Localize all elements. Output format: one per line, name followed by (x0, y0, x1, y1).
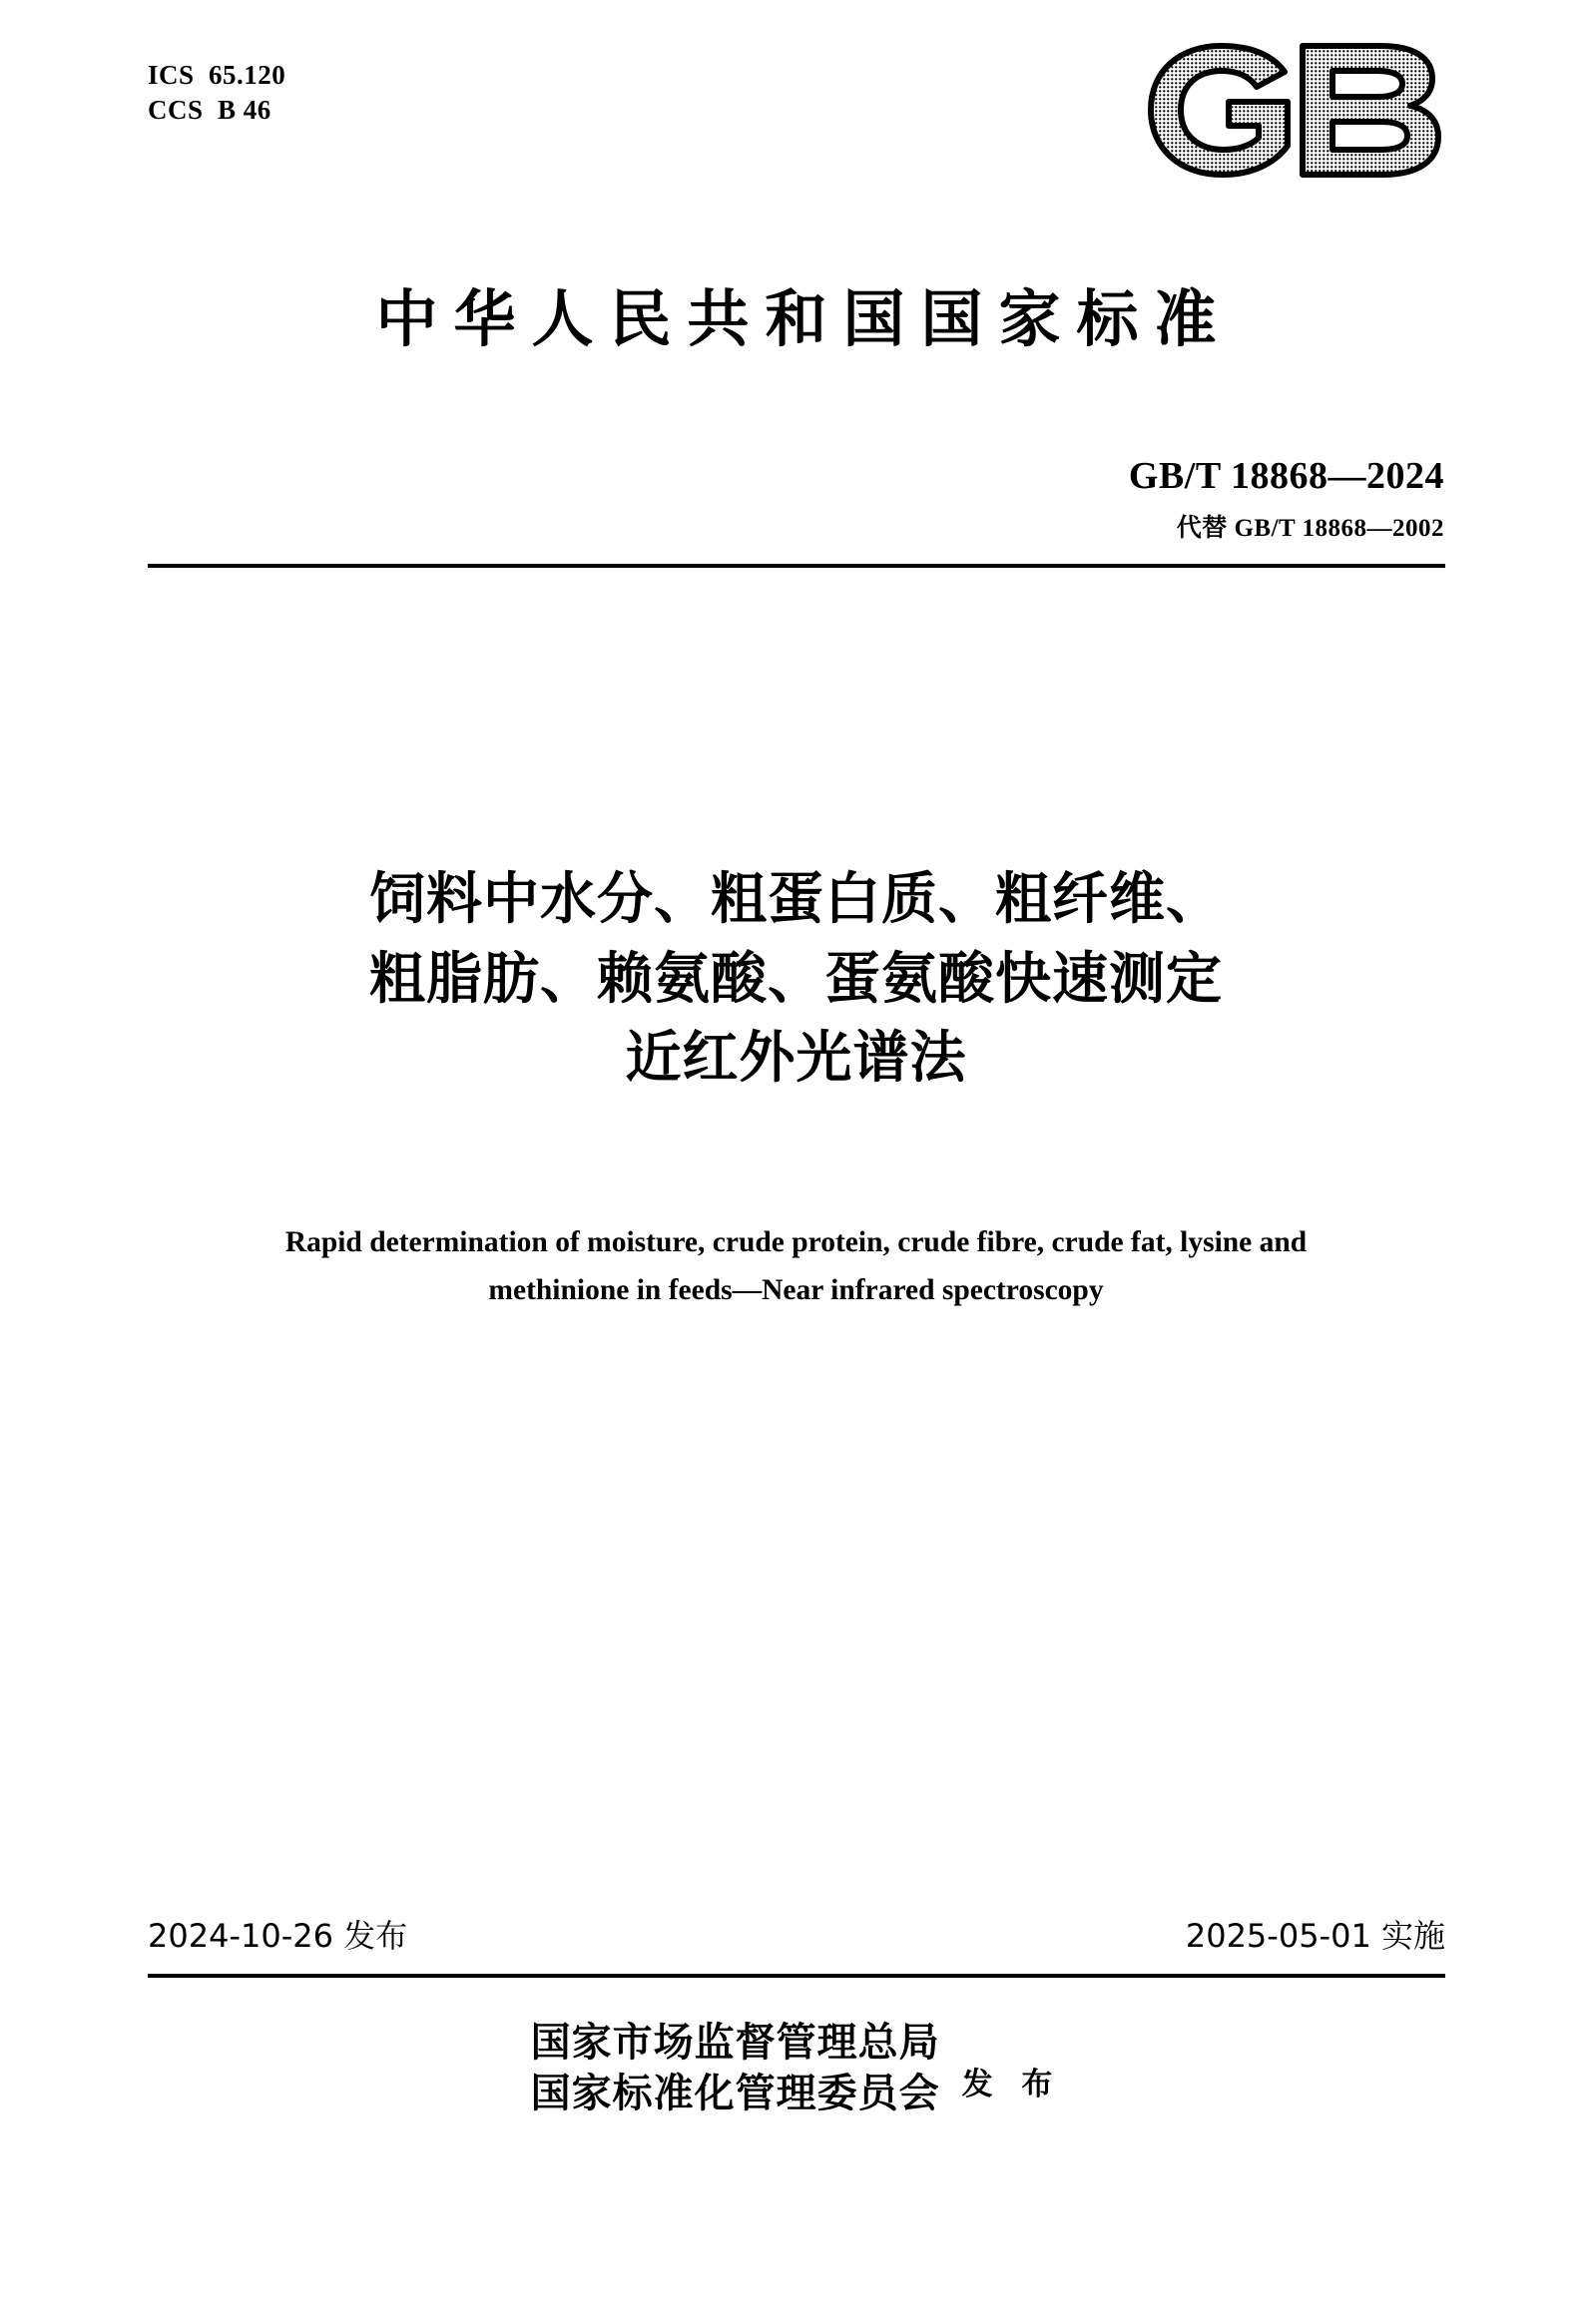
issue-date: 2024-10-26 发布 (148, 1917, 408, 1955)
ccs-code: CCS B 46 (148, 94, 271, 125)
classification-codes (148, 58, 285, 127)
english-title (150, 1219, 1442, 1315)
divider-bottom (148, 1974, 1445, 1978)
standard-number: GB/T 18868—2024 (1128, 455, 1444, 497)
issuer-publish-label: 发 布 (961, 2067, 1062, 2103)
issuer-line-2: 国家标准化管理委员会 (530, 2070, 940, 2116)
chinese-title (0, 860, 1592, 1099)
date-row (148, 1911, 1445, 1959)
standard-replaces: 代替 GB/T 18868—2002 (1176, 515, 1444, 542)
implementation-date: 2025-05-01 实施 (1185, 1917, 1445, 1955)
chinese-title-line-2: 粗脂肪、赖氨酸、蛋氨酸快速测定 (369, 946, 1223, 1012)
chinese-title-line-3: 近红外光谱法 (625, 1026, 967, 1092)
page-title: 中华人民共和国国家标准 (375, 282, 1233, 355)
standard-number-block (1129, 454, 1444, 544)
ics-code: ICS 65.120 (148, 60, 286, 90)
issuer-inner (531, 2018, 1062, 2119)
issuing-authority (0, 2018, 1592, 2119)
english-title-line-1: Rapid determination of moisture, crude protein, crude fibre, crude fat, lysine and (284, 1226, 1308, 1258)
divider-top (148, 564, 1445, 568)
english-title-line-2: methinione in feeds—Near infrared spectroscopy (488, 1273, 1104, 1306)
gb-logo-icon (1143, 38, 1452, 183)
issuer-line-1: 国家市场监督管理总局 (530, 2020, 940, 2066)
chinese-title-line-1: 饲料中水分、粗蛋白质、粗纤维、 (369, 867, 1223, 932)
issuer-names (531, 2018, 940, 2119)
